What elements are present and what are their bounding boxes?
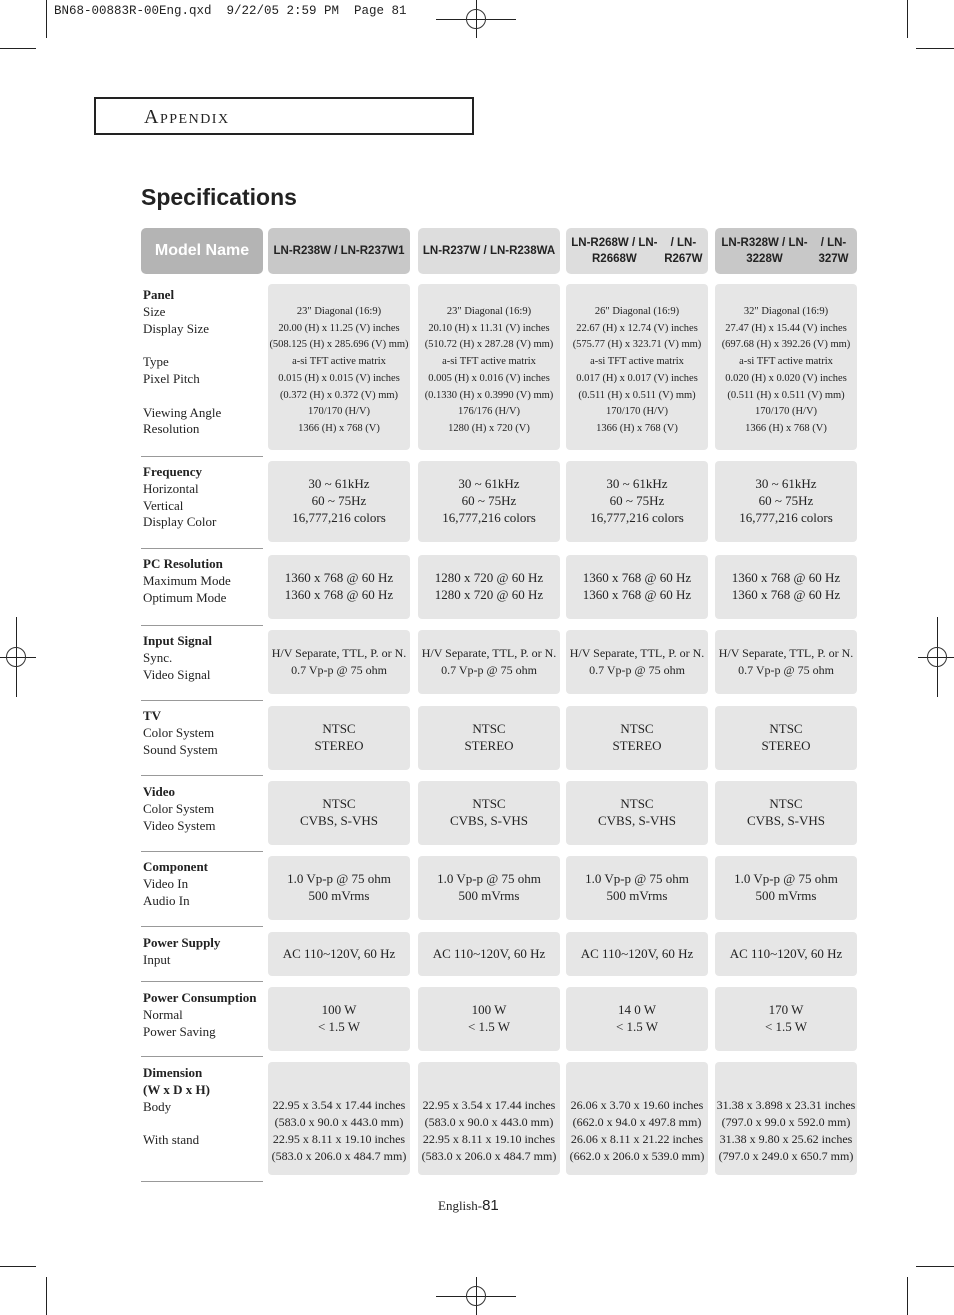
- spec-value: NTSC: [472, 796, 506, 812]
- spec-value: CVBS, S-VHS: [449, 813, 529, 828]
- page-footer: English-81: [438, 1197, 499, 1214]
- spec-value: 1280 (H) x 720 (V): [448, 422, 530, 434]
- spec-cell: [715, 856, 857, 920]
- row-label: [143, 708, 218, 758]
- row-sublabel: Color System: [143, 800, 215, 816]
- spec-cell: [566, 461, 708, 542]
- model-header-line: LN-R237W / LN-R238WA: [422, 245, 556, 257]
- model-name-header: Model Name: [141, 228, 263, 274]
- row-label: [143, 633, 212, 683]
- model-header: [268, 228, 410, 274]
- spec-cell: [566, 987, 708, 1051]
- spec-value: STEREO: [464, 738, 514, 753]
- spec-value: 500 mVrms: [755, 888, 817, 903]
- spec-value: STEREO: [761, 738, 811, 753]
- spec-value: (0.511 (H) x 0.511 (V) mm): [578, 389, 696, 401]
- row-heading: Frequency: [143, 464, 202, 479]
- spec-cell: [566, 781, 708, 845]
- spec-value: H/V Separate, TTL, P. or N.: [569, 646, 705, 661]
- spec-value: a-si TFT active matrix: [739, 356, 833, 368]
- spec-value: H/V Separate, TTL, P. or N.: [718, 646, 854, 661]
- spec-value: 1.0 Vp-p @ 75 ohm: [734, 871, 838, 887]
- spec-cell: [268, 284, 410, 450]
- spec-value: 1360 x 768 @ 60 Hz: [731, 587, 841, 602]
- row-label: [143, 990, 257, 1040]
- spec-value: 60 ~ 75Hz: [461, 493, 517, 509]
- spec-value: 170 W: [768, 1002, 804, 1018]
- spec-value: 0.7 Vp-p @ 75 ohm: [291, 663, 387, 677]
- model-header: [715, 228, 857, 274]
- spec-value: (508.125 (H) x 285.696 (V) mm): [269, 339, 409, 351]
- page-title: Specifications: [141, 184, 297, 210]
- spec-cell: [268, 555, 410, 619]
- row-sublabel: Size: [143, 303, 166, 319]
- spec-value: 30 ~ 61kHz: [458, 476, 520, 492]
- row-sublabel: Power Saving: [143, 1023, 216, 1039]
- spec-cell: [418, 284, 560, 450]
- registration-circle-icon: [927, 647, 947, 667]
- spec-value: (797.0 x 249.0 x 650.7 mm): [718, 1149, 854, 1163]
- model-header-line: LN-R328W / LN-3228W: [721, 237, 808, 265]
- spec-cell: [418, 987, 560, 1051]
- crop-mark: [0, 1266, 36, 1267]
- row-sublabel: Input: [143, 951, 171, 967]
- row-divider: [141, 926, 263, 927]
- spec-cell: [715, 706, 857, 770]
- row-label: [143, 859, 208, 909]
- spec-cell: [418, 932, 560, 976]
- row-sublabel: Sound System: [143, 741, 218, 757]
- crop-mark: [46, 1277, 47, 1315]
- row-sublabel: Vertical: [143, 497, 184, 513]
- spec-value: NTSC: [620, 796, 654, 812]
- crop-mark: [907, 1277, 908, 1315]
- spec-value: 26.06 x 8.11 x 21.22 inches: [570, 1132, 704, 1146]
- spec-value: NTSC: [472, 721, 506, 737]
- row-divider: [141, 775, 263, 776]
- spec-value: < 1.5 W: [764, 1019, 808, 1034]
- row-heading: TV: [143, 708, 162, 723]
- spec-cell: [715, 781, 857, 845]
- spec-value: 26.06 x 3.70 x 19.60 inches: [570, 1098, 704, 1112]
- spec-value: 30 ~ 61kHz: [308, 476, 370, 492]
- spec-value: 170/170 (H/V): [605, 406, 669, 418]
- model-header: [566, 228, 708, 274]
- spec-cell: [418, 706, 560, 770]
- spec-cell: [418, 856, 560, 920]
- registration-circle-icon: [466, 1286, 486, 1306]
- spec-value: CVBS, S-VHS: [746, 813, 826, 828]
- spec-value: (797.0 x 99.0 x 592.0 mm): [721, 1115, 851, 1129]
- spec-value: H/V Separate, TTL, P. or N.: [421, 646, 557, 661]
- row-heading: Input Signal: [143, 633, 213, 648]
- row-heading: Video: [143, 784, 176, 799]
- row-sublabel: Body: [143, 1098, 172, 1114]
- model-header-line: / LN-R267W: [664, 237, 703, 265]
- spec-cell: [715, 932, 857, 976]
- row-sublabel: Display Size: [143, 320, 210, 336]
- spec-value: < 1.5 W: [615, 1019, 659, 1034]
- row-sublabel: Color System: [143, 724, 215, 740]
- row-sublabel: Viewing Angle: [143, 404, 222, 420]
- spec-cell: [566, 932, 708, 976]
- spec-cell: [715, 1062, 857, 1175]
- spec-cell: [268, 1062, 410, 1175]
- crop-mark: [46, 0, 47, 38]
- spec-value: 1366 (H) x 768 (V): [596, 422, 678, 434]
- spec-value: a-si TFT active matrix: [442, 356, 536, 368]
- spec-value: 1360 x 768 @ 60 Hz: [582, 587, 692, 602]
- row-divider: [141, 1056, 263, 1057]
- spec-value: < 1.5 W: [467, 1019, 511, 1034]
- row-heading: Power Supply: [143, 935, 221, 950]
- spec-value: (662.0 x 206.0 x 539.0 mm): [569, 1149, 705, 1163]
- spec-value: 0.020 (H) x 0.020 (V) inches: [725, 372, 847, 384]
- spec-value: 27.47 (H) x 15.44 (V) inches: [725, 322, 847, 334]
- spec-value: (0.511 (H) x 0.511 (V) mm): [727, 389, 845, 401]
- section-title: APPENDIX: [144, 106, 230, 128]
- spec-value: 22.95 x 3.54 x 17.44 inches: [422, 1098, 556, 1112]
- row-sublabel: Sync.: [143, 649, 173, 665]
- row-sublabel: Video System: [143, 817, 216, 833]
- spec-value: NTSC: [769, 721, 803, 737]
- spec-value: 100 W: [471, 1002, 507, 1018]
- spec-cell: [566, 856, 708, 920]
- spec-value: AC 110~120V, 60 Hz: [580, 945, 694, 961]
- spec-cell: [268, 781, 410, 845]
- spec-value: STEREO: [612, 738, 662, 753]
- model-header: [418, 228, 560, 274]
- spec-cell: [268, 856, 410, 920]
- row-label: [143, 784, 216, 834]
- row-sublabel: [143, 388, 221, 405]
- spec-value: 1360 x 768 @ 60 Hz: [284, 570, 394, 586]
- row-sublabel: Optimum Mode: [143, 589, 227, 605]
- spec-value: 1366 (H) x 768 (V): [298, 422, 380, 434]
- row-label: [143, 935, 220, 969]
- row-sublabel: Pixel Pitch: [143, 370, 200, 386]
- spec-value: 0.015 (H) x 0.015 (V) inches: [278, 372, 400, 384]
- spec-value: CVBS, S-VHS: [299, 813, 379, 828]
- spec-value: 1360 x 768 @ 60 Hz: [731, 570, 841, 586]
- spec-value: 20.00 (H) x 11.25 (V) inches: [278, 322, 400, 334]
- spec-value: 1280 x 720 @ 60 Hz: [434, 587, 544, 602]
- spec-value: NTSC: [322, 721, 356, 737]
- spec-cell: [715, 461, 857, 542]
- spec-cell: [566, 706, 708, 770]
- row-heading: Panel: [143, 287, 175, 302]
- spec-value: 500 mVrms: [308, 888, 370, 903]
- row-sublabel: Audio In: [143, 892, 190, 908]
- spec-cell: [418, 630, 560, 694]
- spec-cell: [268, 932, 410, 976]
- spec-value: 1.0 Vp-p @ 75 ohm: [287, 871, 391, 887]
- spec-value: 0.7 Vp-p @ 75 ohm: [589, 663, 685, 677]
- spec-value: 22.95 x 8.11 x 19.10 inches: [422, 1132, 556, 1146]
- spec-value: a-si TFT active matrix: [590, 356, 684, 368]
- spec-value: AC 110~120V, 60 Hz: [282, 945, 396, 961]
- spec-cell: [418, 781, 560, 845]
- model-header-line: / LN-327W: [818, 237, 849, 265]
- spec-value: NTSC: [769, 796, 803, 812]
- spec-value: 176/176 (H/V): [457, 406, 521, 418]
- spec-value: (583.0 x 206.0 x 484.7 mm): [421, 1149, 557, 1163]
- row-heading: Component: [143, 859, 209, 874]
- spec-cell: [418, 1062, 560, 1175]
- row-sublabel: Video Signal: [143, 666, 211, 682]
- crop-mark: [907, 0, 908, 38]
- spec-value: 14 0 W: [617, 1002, 657, 1018]
- spec-value: 60 ~ 75Hz: [311, 493, 367, 509]
- row-divider: [141, 981, 263, 982]
- spec-value: (697.68 (H) x 392.26 (V) mm): [721, 339, 851, 351]
- spec-value: 23" Diagonal (16:9): [296, 306, 382, 317]
- spec-cell: [268, 630, 410, 694]
- spec-value: NTSC: [620, 721, 654, 737]
- spec-cell: [566, 1062, 708, 1175]
- spec-value: 170/170 (H/V): [307, 406, 371, 418]
- print-slug: BN68-00883R-00Eng.qxd 9/22/05 2:59 PM Page 81: [54, 4, 407, 18]
- row-sublabel: Resolution: [143, 421, 200, 437]
- row-sublabel: [143, 1115, 210, 1132]
- spec-value: (583.0 x 206.0 x 484.7 mm): [271, 1149, 407, 1163]
- spec-value: 16,777,216 colors: [739, 509, 833, 525]
- spec-value: 1366 (H) x 768 (V): [745, 422, 827, 434]
- spec-cell: [715, 630, 857, 694]
- spec-cell: [715, 284, 857, 450]
- spec-value: 32" Diagonal (16:9): [743, 306, 829, 317]
- spec-value: 1360 x 768 @ 60 Hz: [582, 570, 692, 586]
- spec-value: 1360 x 768 @ 60 Hz: [284, 587, 394, 602]
- spec-value: 30 ~ 61kHz: [755, 476, 817, 492]
- spec-value: < 1.5 W: [317, 1019, 361, 1034]
- spec-value: 16,777,216 colors: [590, 509, 684, 525]
- row-sublabel: Maximum Mode: [143, 572, 231, 588]
- registration-circle-icon: [6, 647, 26, 667]
- crop-mark: [916, 48, 954, 49]
- spec-cell: [418, 461, 560, 542]
- row-label: [143, 1065, 210, 1149]
- spec-value: 0.7 Vp-p @ 75 ohm: [738, 663, 834, 677]
- spec-cell: [268, 461, 410, 542]
- spec-value: (583.0 x 90.0 x 443.0 mm): [424, 1115, 554, 1129]
- row-label: [143, 464, 216, 531]
- spec-value: 100 W: [321, 1002, 357, 1018]
- row-sublabel: [143, 337, 221, 354]
- row-label: [143, 556, 231, 606]
- spec-value: 1.0 Vp-p @ 75 ohm: [437, 871, 541, 887]
- spec-value: 16,777,216 colors: [292, 509, 386, 525]
- model-header-line: LN-R238W / LN-R237W1: [273, 245, 405, 257]
- spec-value: (662.0 x 94.0 x 497.8 mm): [572, 1115, 702, 1129]
- crop-mark: [0, 48, 36, 49]
- row-heading: (W x D x H): [143, 1081, 210, 1097]
- spec-value: 0.005 (H) x 0.016 (V) inches: [428, 372, 550, 384]
- row-divider: [141, 1181, 263, 1182]
- spec-value: H/V Separate, TTL, P. or N.: [271, 646, 407, 661]
- spec-value: 26" Diagonal (16:9): [594, 306, 680, 317]
- spec-value: (575.77 (H) x 323.71 (V) mm): [572, 339, 702, 351]
- spec-value: a-si TFT active matrix: [292, 356, 386, 368]
- row-label: [143, 287, 221, 438]
- spec-cell: [566, 555, 708, 619]
- spec-value: 16,777,216 colors: [442, 509, 536, 525]
- row-sublabel: Type: [143, 354, 169, 370]
- spec-value: 0.017 (H) x 0.017 (V) inches: [576, 372, 698, 384]
- row-sublabel: With stand: [143, 1132, 200, 1148]
- row-divider: [141, 548, 263, 549]
- row-sublabel: Normal: [143, 1006, 183, 1022]
- spec-value: AC 110~120V, 60 Hz: [729, 945, 843, 961]
- spec-cell: [268, 706, 410, 770]
- spec-value: 500 mVrms: [606, 888, 668, 903]
- crop-mark: [916, 1266, 954, 1267]
- row-heading: PC Resolution: [143, 556, 223, 571]
- spec-cell: [566, 284, 708, 450]
- row-sublabel: Horizontal: [143, 480, 199, 496]
- spec-cell: [715, 555, 857, 619]
- spec-value: 22.95 x 8.11 x 19.10 inches: [272, 1132, 406, 1146]
- spec-value: STEREO: [314, 738, 364, 753]
- row-divider: [141, 700, 263, 701]
- model-header-line: LN-R268W / LN-R2668W: [571, 237, 658, 265]
- spec-value: 31.38 x 9.80 x 25.62 inches: [719, 1132, 853, 1146]
- row-sublabel: Display Color: [143, 514, 217, 530]
- registration-circle-icon: [466, 9, 486, 29]
- spec-value: 30 ~ 61kHz: [606, 476, 668, 492]
- row-heading: Power Consumption: [143, 990, 257, 1005]
- row-divider: [141, 456, 263, 457]
- spec-value: (0.1330 (H) x 0.3990 (V) mm): [424, 389, 554, 401]
- row-sublabel: Video In: [143, 875, 189, 891]
- spec-cell: [268, 987, 410, 1051]
- spec-value: 23" Diagonal (16:9): [446, 306, 532, 317]
- spec-value: CVBS, S-VHS: [597, 813, 677, 828]
- spec-value: AC 110~120V, 60 Hz: [432, 945, 546, 961]
- spec-cell: [418, 555, 560, 619]
- spec-value: 170/170 (H/V): [754, 406, 818, 418]
- spec-value: NTSC: [322, 796, 356, 812]
- spec-value: 22.67 (H) x 12.74 (V) inches: [576, 322, 698, 334]
- spec-value: 22.95 x 3.54 x 17.44 inches: [272, 1098, 406, 1112]
- row-divider: [141, 851, 263, 852]
- row-divider: [141, 625, 263, 626]
- spec-value: 1.0 Vp-p @ 75 ohm: [585, 871, 689, 887]
- spec-value: 0.7 Vp-p @ 75 ohm: [441, 663, 537, 677]
- spec-value: (510.72 (H) x 287.28 (V) mm): [424, 339, 554, 351]
- spec-value: (583.0 x 90.0 x 443.0 mm): [274, 1115, 404, 1129]
- spec-cell: [566, 630, 708, 694]
- spec-value: (0.372 (H) x 0.372 (V) mm): [279, 389, 399, 401]
- spec-value: 60 ~ 75Hz: [758, 493, 814, 509]
- row-heading: Dimension: [143, 1065, 203, 1080]
- spec-value: 60 ~ 75Hz: [609, 493, 665, 509]
- spec-value: 31.38 x 3.898 x 23.31 inches: [716, 1098, 856, 1112]
- spec-value: 500 mVrms: [458, 888, 520, 903]
- spec-value: 20.10 (H) x 11.31 (V) inches: [428, 322, 550, 334]
- spec-cell: [715, 987, 857, 1051]
- spec-value: 1280 x 720 @ 60 Hz: [434, 570, 544, 586]
